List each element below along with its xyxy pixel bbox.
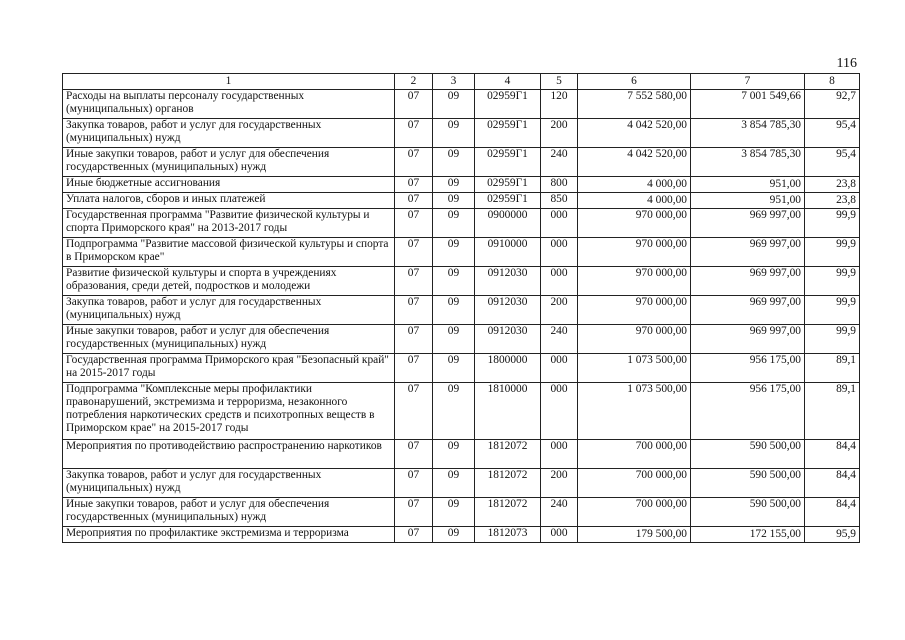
subsection-code-cell: 09 (433, 296, 475, 325)
execution-percent-cell: 99,9 (805, 238, 860, 267)
executed-amount-cell: 969 997,00 (691, 296, 805, 325)
planned-amount-cell: 970 000,00 (578, 209, 691, 238)
execution-percent-cell: 84,4 (805, 440, 860, 469)
table-row (63, 193, 860, 209)
subsection-code-cell: 09 (433, 177, 475, 193)
row-name-cell: Государственная программа Приморского края "Безопасный край" на 2015-2017 годы (63, 354, 395, 383)
target-article-cell: 0912030 (475, 296, 541, 325)
planned-amount-cell: 970 000,00 (578, 267, 691, 296)
subsection-code-cell: 09 (433, 440, 475, 469)
executed-amount-cell: 951,00 (691, 177, 805, 193)
execution-percent-cell: 99,9 (805, 325, 860, 354)
row-name-cell: Иные закупки товаров, работ и услуг для обеспечения государственных (муниципальных) нужд (63, 498, 395, 527)
table-row (63, 325, 860, 354)
row-name-cell: Уплата налогов, сборов и иных платежей (63, 193, 395, 209)
planned-amount-cell: 4 042 520,00 (578, 119, 691, 148)
section-code-cell: 07 (395, 527, 433, 543)
subsection-code-cell: 09 (433, 209, 475, 238)
row-name-cell: Закупка товаров, работ и услуг для государственных (муниципальных) нужд (63, 469, 395, 498)
section-code-cell: 07 (395, 148, 433, 177)
target-article-cell: 02959Г1 (475, 193, 541, 209)
column-header-8: 8 (805, 74, 860, 90)
row-name-cell: Иные бюджетные ассигнования (63, 177, 395, 193)
table-row (63, 209, 860, 238)
section-code-cell: 07 (395, 193, 433, 209)
target-article-cell: 0912030 (475, 267, 541, 296)
execution-percent-cell: 92,7 (805, 90, 860, 119)
planned-amount-cell: 970 000,00 (578, 325, 691, 354)
target-article-cell: 1810000 (475, 383, 541, 440)
execution-percent-cell: 89,1 (805, 383, 860, 440)
table-row (63, 148, 860, 177)
section-code-cell: 07 (395, 469, 433, 498)
execution-percent-cell: 23,8 (805, 193, 860, 209)
row-name-cell: Закупка товаров, работ и услуг для государственных (муниципальных) нужд (63, 296, 395, 325)
row-name-cell: Закупка товаров, работ и услуг для государственных (муниципальных) нужд (63, 119, 395, 148)
planned-amount-cell: 179 500,00 (578, 527, 691, 543)
execution-percent-cell: 95,9 (805, 527, 860, 543)
target-article-cell: 02959Г1 (475, 177, 541, 193)
column-header-3: 3 (433, 74, 475, 90)
section-code-cell: 07 (395, 238, 433, 267)
section-code-cell: 07 (395, 119, 433, 148)
subsection-code-cell: 09 (433, 527, 475, 543)
subsection-code-cell: 09 (433, 267, 475, 296)
executed-amount-cell: 969 997,00 (691, 325, 805, 354)
target-article-cell: 1812073 (475, 527, 541, 543)
expense-type-cell: 200 (541, 296, 578, 325)
execution-percent-cell: 99,9 (805, 209, 860, 238)
column-header-1: 1 (63, 74, 395, 90)
execution-percent-cell: 84,4 (805, 498, 860, 527)
executed-amount-cell: 590 500,00 (691, 498, 805, 527)
executed-amount-cell: 590 500,00 (691, 469, 805, 498)
executed-amount-cell: 969 997,00 (691, 209, 805, 238)
execution-percent-cell: 84,4 (805, 469, 860, 498)
planned-amount-cell: 700 000,00 (578, 469, 691, 498)
execution-percent-cell: 99,9 (805, 267, 860, 296)
section-code-cell: 07 (395, 325, 433, 354)
expense-type-cell: 200 (541, 469, 578, 498)
subsection-code-cell: 09 (433, 148, 475, 177)
executed-amount-cell: 590 500,00 (691, 440, 805, 469)
row-name-cell: Развитие физической культуры и спорта в учреждениях образования, среди детей, подростков и молодежи (63, 267, 395, 296)
table-row (63, 177, 860, 193)
section-code-cell: 07 (395, 354, 433, 383)
table-row (63, 119, 860, 148)
table-row (63, 440, 860, 469)
executed-amount-cell: 956 175,00 (691, 383, 805, 440)
target-article-cell: 02959Г1 (475, 148, 541, 177)
subsection-code-cell: 09 (433, 119, 475, 148)
executed-amount-cell: 172 155,00 (691, 527, 805, 543)
planned-amount-cell: 4 000,00 (578, 177, 691, 193)
target-article-cell: 0900000 (475, 209, 541, 238)
row-name-cell: Иные закупки товаров, работ и услуг для обеспечения государственных (муниципальных) нужд (63, 325, 395, 354)
column-header-7: 7 (691, 74, 805, 90)
executed-amount-cell: 969 997,00 (691, 238, 805, 267)
planned-amount-cell: 970 000,00 (578, 238, 691, 267)
expense-type-cell: 240 (541, 325, 578, 354)
table-row (63, 527, 860, 543)
subsection-code-cell: 09 (433, 193, 475, 209)
expense-type-cell: 000 (541, 209, 578, 238)
planned-amount-cell: 4 000,00 (578, 193, 691, 209)
subsection-code-cell: 09 (433, 90, 475, 119)
execution-percent-cell: 95,4 (805, 119, 860, 148)
section-code-cell: 07 (395, 498, 433, 527)
target-article-cell: 02959Г1 (475, 119, 541, 148)
table-row (63, 238, 860, 267)
execution-percent-cell: 95,4 (805, 148, 860, 177)
target-article-cell: 1812072 (475, 469, 541, 498)
table-row (63, 296, 860, 325)
expense-type-cell: 850 (541, 193, 578, 209)
table-row (63, 354, 860, 383)
planned-amount-cell: 7 552 580,00 (578, 90, 691, 119)
row-name-cell: Иные закупки товаров, работ и услуг для обеспечения государственных (муниципальных) нужд (63, 148, 395, 177)
row-name-cell: Мероприятия по профилактике экстремизма и терроризма (63, 527, 395, 543)
table-row (63, 469, 860, 498)
planned-amount-cell: 700 000,00 (578, 498, 691, 527)
executed-amount-cell: 3 854 785,30 (691, 148, 805, 177)
target-article-cell: 02959Г1 (475, 90, 541, 119)
section-code-cell: 07 (395, 296, 433, 325)
target-article-cell: 0910000 (475, 238, 541, 267)
column-header-2: 2 (395, 74, 433, 90)
row-name-cell: Расходы на выплаты персоналу государственных (муниципальных) органов (63, 90, 395, 119)
subsection-code-cell: 09 (433, 354, 475, 383)
target-article-cell: 0912030 (475, 325, 541, 354)
budget-table (62, 73, 860, 543)
expense-type-cell: 200 (541, 119, 578, 148)
row-name-cell: Государственная программа "Развитие физической культуры и спорта Приморского края" на 2013-2017 годы (63, 209, 395, 238)
page-number: 116 (836, 56, 857, 71)
section-code-cell: 07 (395, 177, 433, 193)
target-article-cell: 1800000 (475, 354, 541, 383)
expense-type-cell: 800 (541, 177, 578, 193)
column-header-5: 5 (541, 74, 578, 90)
target-article-cell: 1812072 (475, 440, 541, 469)
planned-amount-cell: 970 000,00 (578, 296, 691, 325)
planned-amount-cell: 1 073 500,00 (578, 383, 691, 440)
expense-type-cell: 000 (541, 238, 578, 267)
executed-amount-cell: 956 175,00 (691, 354, 805, 383)
execution-percent-cell: 23,8 (805, 177, 860, 193)
column-header-4: 4 (475, 74, 541, 90)
target-article-cell: 1812072 (475, 498, 541, 527)
column-header-6: 6 (578, 74, 691, 90)
table-row (63, 90, 860, 119)
row-name-cell: Подпрограмма "Комплексные меры профилактики правонарушений, экстремизма и терроризма, незаконного потребления наркотических средств и психотропных веществ в Приморском крае" на 2015-2017 годы (63, 383, 395, 440)
section-code-cell: 07 (395, 440, 433, 469)
table-row (63, 267, 860, 296)
executed-amount-cell: 7 001 549,66 (691, 90, 805, 119)
executed-amount-cell: 969 997,00 (691, 267, 805, 296)
table-row (63, 498, 860, 527)
execution-percent-cell: 99,9 (805, 296, 860, 325)
expense-type-cell: 240 (541, 148, 578, 177)
section-code-cell: 07 (395, 90, 433, 119)
executed-amount-cell: 3 854 785,30 (691, 119, 805, 148)
expense-type-cell: 000 (541, 527, 578, 543)
table-header-row (63, 74, 860, 90)
section-code-cell: 07 (395, 209, 433, 238)
subsection-code-cell: 09 (433, 469, 475, 498)
expense-type-cell: 000 (541, 354, 578, 383)
planned-amount-cell: 700 000,00 (578, 440, 691, 469)
expense-type-cell: 000 (541, 383, 578, 440)
section-code-cell: 07 (395, 267, 433, 296)
subsection-code-cell: 09 (433, 383, 475, 440)
execution-percent-cell: 89,1 (805, 354, 860, 383)
table-row (63, 383, 860, 440)
row-name-cell: Подпрограмма "Развитие массовой физической культуры и спорта в Приморском крае" (63, 238, 395, 267)
expense-type-cell: 000 (541, 440, 578, 469)
planned-amount-cell: 4 042 520,00 (578, 148, 691, 177)
executed-amount-cell: 951,00 (691, 193, 805, 209)
subsection-code-cell: 09 (433, 325, 475, 354)
expense-type-cell: 000 (541, 267, 578, 296)
expense-type-cell: 120 (541, 90, 578, 119)
subsection-code-cell: 09 (433, 238, 475, 267)
section-code-cell: 07 (395, 383, 433, 440)
subsection-code-cell: 09 (433, 498, 475, 527)
expense-type-cell: 240 (541, 498, 578, 527)
row-name-cell: Мероприятия по противодействию распространению наркотиков (63, 440, 395, 469)
planned-amount-cell: 1 073 500,00 (578, 354, 691, 383)
